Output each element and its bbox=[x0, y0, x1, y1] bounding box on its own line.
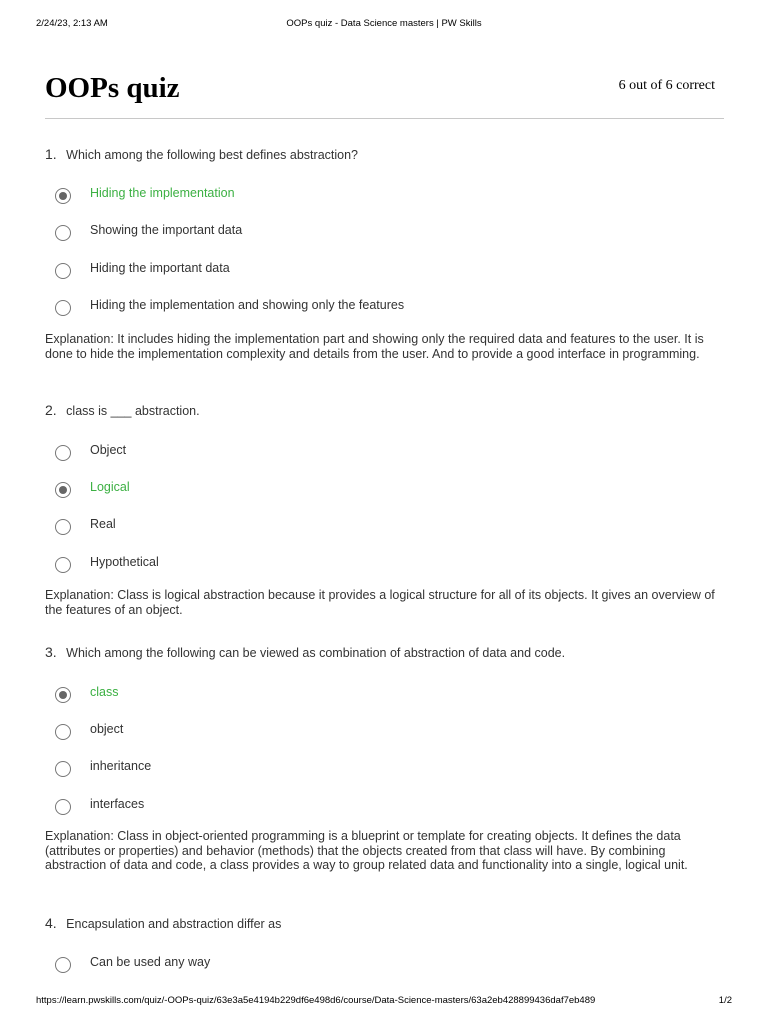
option-label: Hiding the implementation bbox=[90, 186, 235, 200]
answer-option[interactable] bbox=[54, 298, 704, 318]
answer-option[interactable] bbox=[54, 759, 704, 779]
print-url: https://learn.pwskills.com/quiz/-OOPs-quiz/63e3a5e4194b229df6e498d6/course/Data-Science-masters/63a2eb428899436daf7eb489 bbox=[36, 995, 596, 1006]
quiz-score: 6 out of 6 correct bbox=[618, 78, 715, 93]
option-label: inheritance bbox=[90, 759, 152, 773]
radio-icon[interactable] bbox=[55, 761, 71, 777]
question-text: class is ___ abstraction. bbox=[66, 404, 200, 418]
print-page-number: 1/2 bbox=[718, 995, 732, 1006]
print-header bbox=[0, 18, 768, 30]
radio-checked-icon[interactable] bbox=[55, 188, 71, 204]
radio-icon[interactable] bbox=[55, 724, 71, 740]
question-text: Encapsulation and abstraction differ as bbox=[66, 917, 282, 931]
answer-option[interactable] bbox=[54, 443, 704, 463]
answer-option[interactable] bbox=[54, 955, 704, 975]
question-number: 1. bbox=[45, 146, 57, 162]
answer-option[interactable] bbox=[54, 517, 704, 537]
explanation: Explanation: Class in object-oriented programming is a blueprint or template for creating objects. It defines the data (attributes or properties) and behavior (methods) that the objects created from that class will have. By combining abstraction of data and code, a class provides a way to group related data and functionality into a single, logical unit. bbox=[45, 829, 688, 872]
option-label: Hiding the important data bbox=[90, 261, 230, 275]
answer-option[interactable] bbox=[54, 480, 704, 500]
option-label: Hypothetical bbox=[90, 555, 159, 569]
print-datetime: 2/24/23, 2:13 AM bbox=[36, 18, 108, 29]
option-label: Object bbox=[90, 443, 127, 457]
question-4 bbox=[45, 915, 725, 931]
option-label: Hiding the implementation and showing only the features bbox=[90, 298, 405, 312]
radio-icon[interactable] bbox=[55, 263, 71, 279]
option-label: interfaces bbox=[90, 797, 145, 811]
answer-option[interactable] bbox=[54, 685, 704, 705]
radio-icon[interactable] bbox=[55, 519, 71, 535]
radio-icon[interactable] bbox=[55, 445, 71, 461]
option-label: class bbox=[90, 685, 119, 699]
question-text: Which among the following best defines abstraction? bbox=[66, 148, 359, 162]
option-label: Real bbox=[90, 517, 116, 531]
option-label: Showing the important data bbox=[90, 223, 243, 237]
radio-icon[interactable] bbox=[55, 225, 71, 241]
explanation: Explanation: It includes hiding the implementation part and showing only the required data and features to the user. It is done to hide the implementation complexity and details from the user. And to provide a good interface in programming. bbox=[45, 332, 704, 361]
question-number: 4. bbox=[45, 915, 57, 931]
answer-option[interactable] bbox=[54, 797, 704, 817]
question-3 bbox=[45, 644, 725, 660]
radio-checked-icon[interactable] bbox=[55, 687, 71, 703]
radio-icon[interactable] bbox=[55, 557, 71, 573]
answer-option[interactable] bbox=[54, 186, 704, 206]
answer-option[interactable] bbox=[54, 722, 704, 742]
option-label: object bbox=[90, 722, 124, 736]
radio-icon[interactable] bbox=[55, 300, 71, 316]
answer-option[interactable] bbox=[54, 555, 704, 575]
print-doc-title: OOPs quiz - Data Science masters | PW Skills bbox=[286, 18, 482, 29]
answer-option[interactable] bbox=[54, 261, 704, 281]
radio-checked-icon[interactable] bbox=[55, 482, 71, 498]
question-number: 2. bbox=[45, 402, 57, 418]
explanation: Explanation: Class is logical abstraction because it provides a logical structure for all of its objects. It gives an overview of the features of an object. bbox=[45, 588, 715, 617]
quiz-header bbox=[45, 68, 724, 119]
print-footer bbox=[0, 995, 768, 1007]
radio-icon[interactable] bbox=[55, 799, 71, 815]
option-label: Can be used any way bbox=[90, 955, 211, 969]
question-text: Which among the following can be viewed as combination of abstraction of data and code. bbox=[66, 646, 566, 660]
question-number: 3. bbox=[45, 644, 57, 660]
question-1 bbox=[45, 146, 725, 162]
answer-option[interactable] bbox=[54, 223, 704, 243]
question-2 bbox=[45, 402, 725, 418]
option-label: Logical bbox=[90, 480, 130, 494]
radio-icon[interactable] bbox=[55, 957, 71, 973]
page-title: OOPs quiz bbox=[45, 72, 180, 104]
